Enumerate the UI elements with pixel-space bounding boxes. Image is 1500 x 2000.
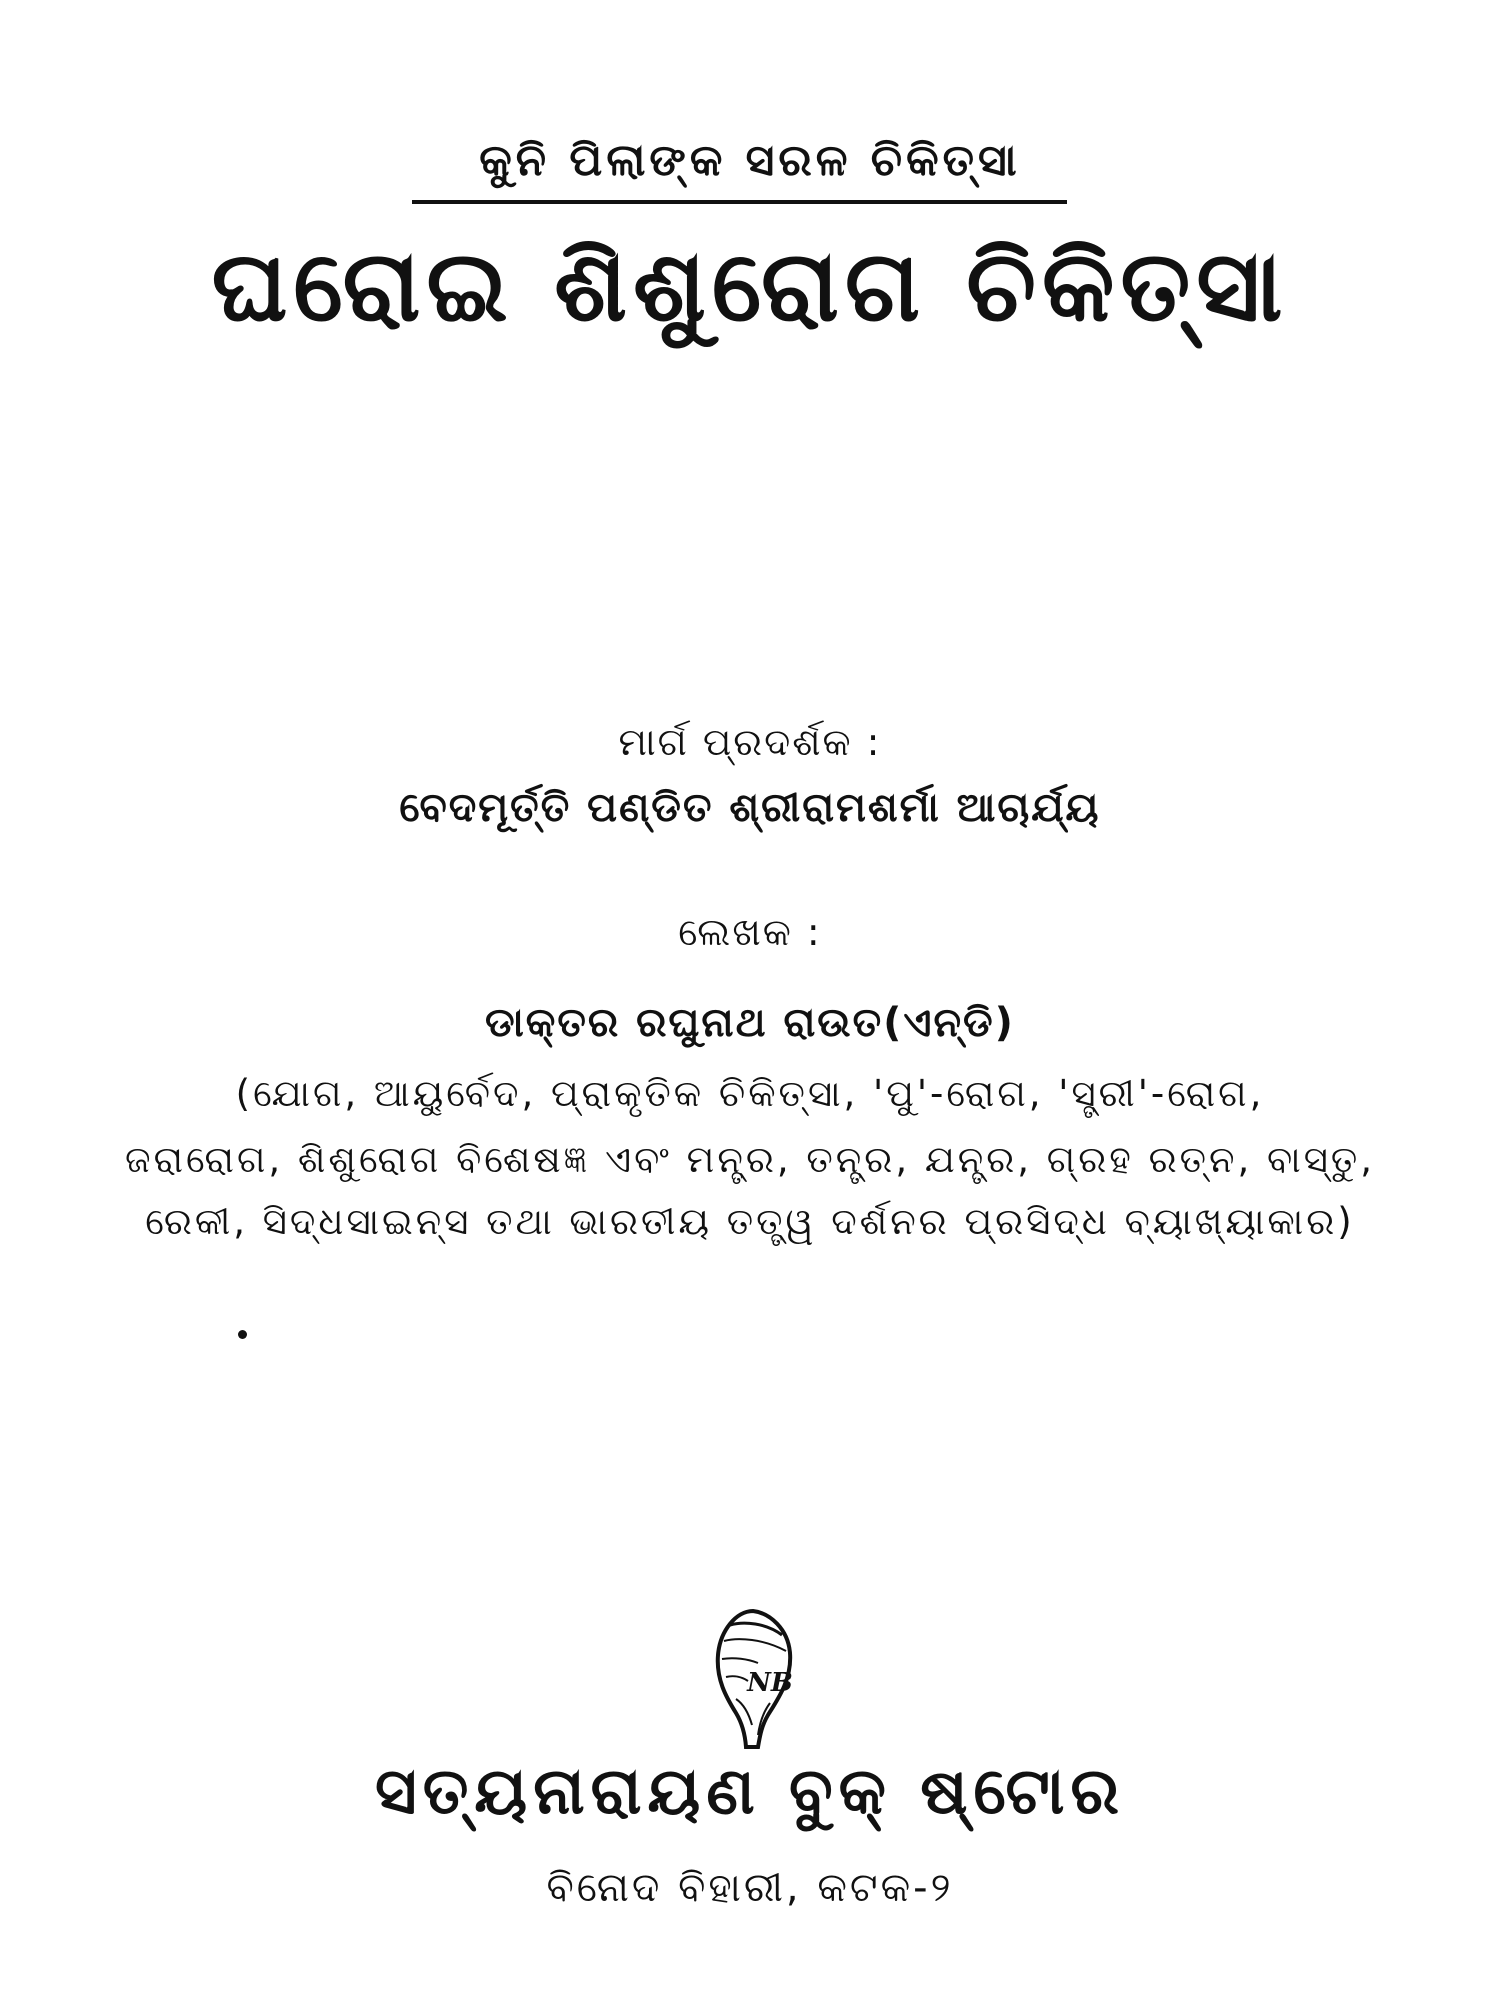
print-speck (238, 1330, 247, 1339)
conch-shell-logo-icon (708, 1607, 798, 1752)
author-credentials-line: (ଯୋଗ, ଆୟୁର୍ବେଦ, ପ୍ରାକୃତିକ ଚିକିତ୍ସା, 'ପୁ'-ରୋଗ, 'ସ୍ତ୍ରୀ'-ରୋଗ, (235, 1072, 1265, 1115)
author-label: ଲେଖକ : (678, 910, 822, 954)
guide-label: ମାର୍ଗ ପ୍ରଦର୍ଶକ : (618, 720, 882, 764)
logo-monogram: NB (747, 1668, 793, 1698)
publisher-address: ବିନୋଦ ବିହାରୀ, କଟକ-୨ (546, 1865, 954, 1911)
guide-name: ବେଦମୂର୍ତ୍ତି ପଣ୍ଡିତ ଶ୍ରୀରାମଶର୍ମା ଆଚାର୍ଯ୍ୟ (399, 785, 1101, 831)
author-name: ଡାକ୍ତର ରଘୁନାଥ ରାଉତ(ଏନ୍‌ଡି) (485, 1000, 1015, 1046)
publisher-name: ସତ୍ୟନାରାୟଣ ବୁକ୍ ଷ୍ଟୋର (375, 1755, 1125, 1829)
author-credentials-line: ଜରାରୋଗ, ଶିଶୁରୋଗ ବିଶେଷଜ୍ଞ ଏବଂ ମନ୍ତ୍ର, ତନ୍ତ୍ର, ଯନ୍ତ୍ର, ଗ୍ରହ ରତ୍ନ, ବାସ୍ତୁ, (125, 1138, 1375, 1181)
book-title: ଘରୋଇ ଶିଶୁରୋଗ ଚିକିତ୍ସା (211, 230, 1289, 344)
author-credentials-line: ରେକୀ, ସିଦ୍ଧସାଇନ୍ସ ତଥା ଭାରତୀୟ ତତ୍ତ୍ୱ ଦର୍ଶନର ପ୍ରସିଦ୍ଧ ବ୍ୟାଖ୍ୟାକାର) (145, 1200, 1355, 1243)
subtitle: କୁନି ପିଲାଙ୍କ ସରଳ ଚିକିତ୍ସା (479, 135, 1021, 186)
subtitle-underline (412, 200, 1067, 204)
